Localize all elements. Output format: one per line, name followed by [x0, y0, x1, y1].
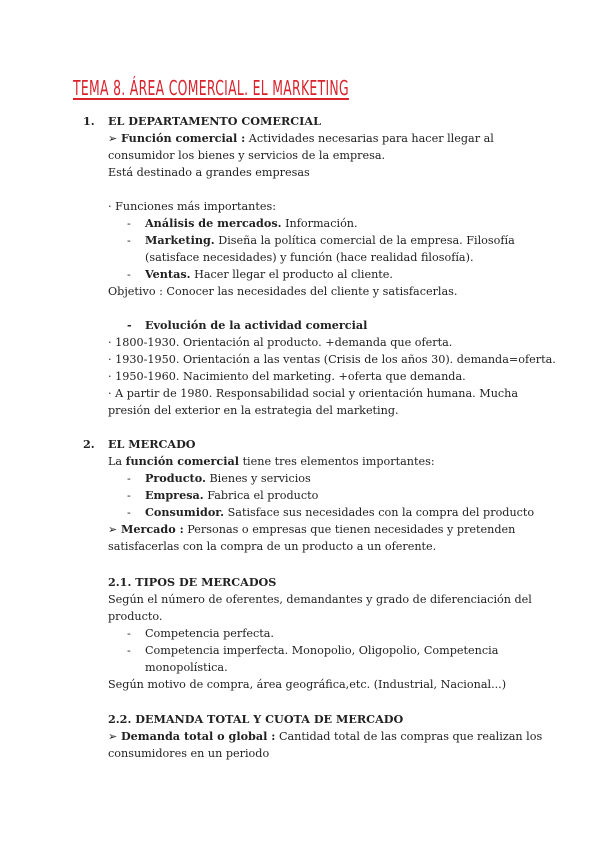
term: Empresa.: [145, 488, 204, 502]
paragraph-line: [108, 130, 494, 147]
paragraph-line: [108, 521, 515, 538]
paragraph-line: · A partir de 1980. Responsabilidad social y orientación humana. Mucha: [108, 387, 519, 400]
term: Función comercial :: [120, 131, 246, 145]
term: Ventas.: [145, 267, 191, 281]
page-title: TEMA 8. ÁREA COMERCIAL. EL MARKETING: [73, 76, 349, 100]
subsection-heading: 2.2. DEMANDA TOTAL Y CUOTA DE MERCADO: [108, 712, 404, 726]
term: Mercado :: [120, 522, 184, 536]
text: Diseña la política comercial de la empresa. Filosofía: [218, 234, 515, 247]
term: Análisis de mercados.: [145, 216, 282, 230]
term: Producto.: [145, 471, 206, 485]
section-heading: EL MERCADO: [108, 437, 196, 451]
term: Demanda total o global :: [120, 729, 276, 743]
list-item-cont: (satisface necesidades) y función (hace realidad filosofía).: [145, 251, 474, 264]
paragraph-line: consumidores en un periodo: [108, 747, 270, 760]
list-item: [145, 215, 358, 232]
arrow-bullet: ➢: [108, 523, 118, 536]
paragraph-line: · 1950-1960. Nacimiento del marketing. +oferta que demanda.: [108, 370, 466, 383]
paragraph-line: Según motivo de compra, área geográfica,etc. (Industrial, Nacional...): [108, 678, 507, 691]
list-item: [145, 504, 534, 521]
list-item: [145, 470, 311, 487]
term: Marketing.: [145, 233, 215, 247]
term: función comercial: [125, 454, 239, 468]
dash-bullet: -: [127, 234, 131, 247]
paragraph-line: producto.: [108, 610, 163, 623]
list-item: [145, 232, 515, 249]
paragraph-line: Está destinado a grandes empresas: [108, 166, 310, 179]
list-item: [145, 266, 393, 283]
dash-bullet: -: [127, 268, 131, 281]
subheading: Evolución de la actividad comercial: [145, 318, 368, 332]
paragraph-line: satisfacerlas con la compra de un producto a un oferente.: [108, 540, 437, 553]
paragraph-line: consumidor los bienes y servicios de la empresa.: [108, 149, 386, 162]
paragraph-line: Según el número de oferentes, demandantes y grado de diferenciación del: [108, 593, 532, 606]
paragraph-line: [108, 453, 435, 470]
term: Consumidor.: [145, 505, 225, 519]
arrow-bullet: ➢: [108, 730, 118, 743]
list-item-cont: monopolística.: [145, 661, 228, 674]
paragraph-line: Objetivo : Conocer las necesidades del cliente y satisfacerlas.: [108, 285, 458, 298]
text: tiene tres elementos importantes:: [242, 455, 435, 468]
dash-bullet: -: [127, 506, 131, 519]
text: Actividades necesarias para hacer llegar al: [248, 132, 494, 145]
paragraph-line: · 1800-1930. Orientación al producto. +demanda que oferta.: [108, 336, 453, 349]
text: Satisface sus necesidades con la compra del producto: [227, 506, 535, 519]
text: La: [108, 455, 123, 468]
list-item: Competencia imperfecta. Monopolio, Oligopolio, Competencia: [145, 644, 499, 657]
dash-bullet: -: [127, 472, 131, 485]
subsection-heading: 2.1. TIPOS DE MERCADOS: [108, 575, 277, 589]
paragraph-line: presión del exterior en la estrategia del marketing.: [108, 404, 399, 417]
paragraph-line: · 1930-1950. Orientación a las ventas (Crisis de los años 30). demanda=oferta.: [108, 353, 556, 366]
list-item: [145, 487, 318, 504]
section-heading: EL DEPARTAMENTO COMERCIAL: [108, 114, 321, 128]
text: Personas o empresas que tienen necesidades y pretenden: [187, 523, 516, 536]
text: Hacer llegar el producto al cliente.: [194, 268, 393, 281]
paragraph-line: [108, 728, 542, 745]
dash-bullet: -: [127, 627, 131, 640]
list-item: Competencia perfecta.: [145, 627, 274, 640]
text: Bienes y servicios: [209, 472, 311, 485]
dash-bullet: -: [127, 489, 131, 502]
section-number: 2.: [83, 437, 95, 451]
dash-bullet: -: [127, 644, 131, 657]
text: Cantidad total de las compras que realizan los: [278, 730, 543, 743]
paragraph-line: · Funciones más importantes:: [108, 200, 276, 213]
arrow-bullet: ➢: [108, 132, 118, 145]
text: Información.: [285, 217, 358, 230]
dash-bullet: -: [127, 318, 132, 332]
text: Fabrica el producto: [207, 489, 319, 502]
dash-bullet: -: [127, 217, 131, 230]
section-number: 1.: [83, 114, 95, 128]
